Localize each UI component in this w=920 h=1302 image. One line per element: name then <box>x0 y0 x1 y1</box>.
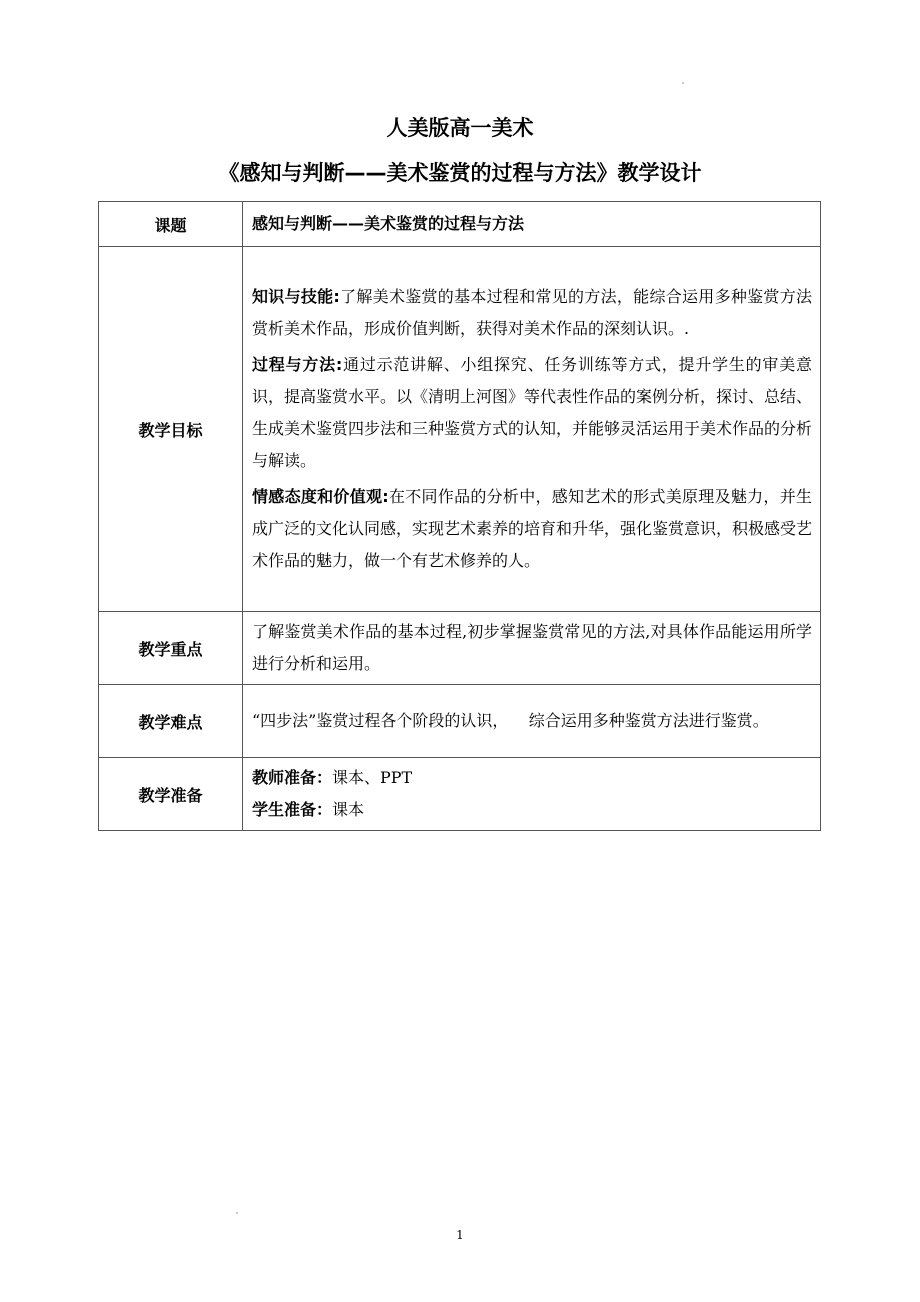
goal-emotion <box>252 481 812 577</box>
preparation-content <box>243 758 821 831</box>
difficulty-label: 教学难点 <box>99 685 243 758</box>
difficulty-value: “四步法”鉴赏过程各个阶段的认识， 综合运用多种鉴赏方法进行鉴赏。 <box>243 685 821 758</box>
preparation-label: 教学准备 <box>99 758 243 831</box>
topic-value: 感知与判断——美术鉴赏的过程与方法 <box>243 202 821 247</box>
table-row-difficulty <box>99 685 821 758</box>
focus-value: 了解鉴赏美术作品的基本过程,初步掌握鉴赏常见的方法,对具体作品能运用所学进行分析和运用。 <box>243 612 821 685</box>
teacher-prep-heading: 教师准备： <box>252 768 333 787</box>
goal-text: 了解美术鉴赏的基本过程和常见的方法，能综合运用多种鉴赏方法赏析美术作品，形成价值判断，获得对美术作品的深刻认识。. <box>252 287 812 338</box>
student-preparation <box>252 794 812 826</box>
goal-text: 通过示范讲解、小组探究、任务训练等方式，提升学生的审美意识，提高鉴赏水平。以《清明上河图》等代表性作品的案例分析，探讨、总结、生成美术鉴赏四步法和三种鉴赏方式的认知，并能够灵活运用于美术作品的分析与解读。 <box>252 355 813 470</box>
goals-content <box>243 247 821 612</box>
table-row-focus <box>99 612 821 685</box>
goal-heading: 过程与方法: <box>252 355 343 374</box>
page-number: 1 <box>456 1228 464 1242</box>
table-row-topic <box>99 202 821 247</box>
document-title-line2: 《感知与判断——美术鉴赏的过程与方法》教学设计 <box>218 161 702 185</box>
goal-text: 在不同作品的分析中，感知艺术的形式美原理及魅力，并生成广泛的文化认同感，实现艺术素养的培育和升华，强化鉴赏意识，积极感受艺术作品的魅力，做一个有艺术修养的人。 <box>252 487 813 570</box>
scan-speck <box>682 82 684 84</box>
document-title-line1: 人美版高一美术 <box>386 116 534 140</box>
goal-knowledge <box>252 281 812 345</box>
goal-process <box>252 349 812 477</box>
table-row-preparation <box>99 758 821 831</box>
table-row-goals <box>99 247 821 612</box>
goal-heading: 情感态度和价值观: <box>252 487 389 506</box>
student-prep-heading: 学生准备： <box>252 800 333 819</box>
topic-label: 课题 <box>99 202 243 247</box>
teacher-prep-value: 课本、PPT <box>332 768 413 787</box>
goals-label: 教学目标 <box>99 247 243 612</box>
scan-speck <box>236 1212 238 1214</box>
lesson-plan-table <box>98 201 821 831</box>
focus-label: 教学重点 <box>99 612 243 685</box>
teacher-preparation <box>252 762 812 794</box>
student-prep-value: 课本 <box>332 800 365 819</box>
goal-heading: 知识与技能: <box>252 287 340 306</box>
